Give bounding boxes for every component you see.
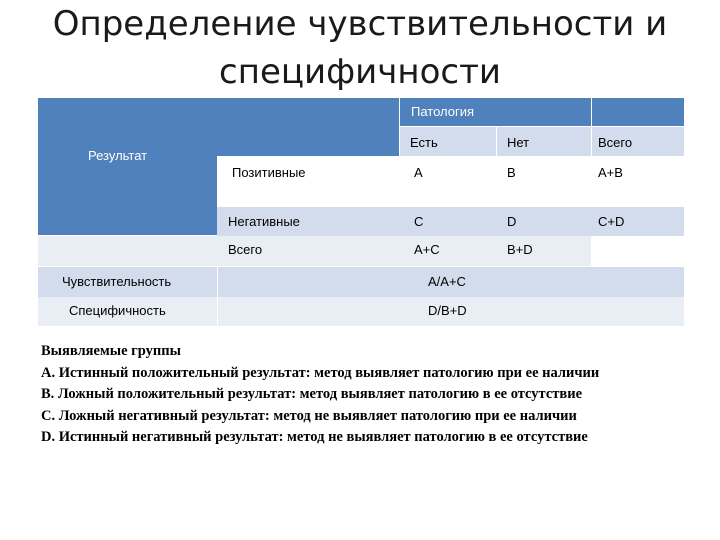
row-total [217,236,591,266]
row-negative-no: D [507,214,517,229]
row-positive-total: A+B [598,165,623,180]
sensitivity-row [38,267,684,297]
col-no-label: Нет [507,135,530,150]
row-negative [217,207,684,236]
result-header [38,98,217,235]
header-divider [591,98,592,126]
row-total-label: Всего [228,242,263,257]
pathology-header [400,98,592,126]
row-total-blank [592,236,684,266]
note-b: B. Ложный положительный результат: метод выявляет патологию в ее отсутствие [41,386,583,403]
pathology-header-blank [592,98,684,126]
row-total-yes: A+C [414,242,440,257]
note-d: D. Истинный негативный результат: метод не выявляет патологию в ее отсутствие [41,429,588,446]
note-c: C. Ложный негативный результат: метод не выявляет патологию при ее наличии [41,407,577,424]
specificity-row [38,297,684,326]
pathology-header-label: Патология [411,104,475,119]
row-total-left [38,236,217,266]
slide-title [0,0,720,96]
row-negative-yes: C [414,214,424,229]
note-a: A. Истинный положительный результат: метод выявляет патологию при ее наличии [41,364,600,381]
row-divider [217,267,218,297]
result-header-label: Результат [88,148,148,163]
col-no-header [497,127,591,156]
notes-block [41,341,681,449]
specificity-formula: D/B+D [428,303,467,318]
sensitivity-formula: A/A+C [428,274,466,289]
specificity-label: Специфичность [69,303,166,318]
notes-heading: Выявляемые группы [41,343,181,359]
row-positive-no: B [507,165,516,180]
row-positive-label: Позитивные [232,165,306,180]
row-divider [217,297,218,326]
col-total-header [592,127,684,156]
col-yes-label: Есть [410,135,438,150]
row-positive-yes: A [414,165,423,180]
row-positive [217,157,684,207]
sensitivity-label: Чувствительность [62,274,172,289]
col-yes-header [400,127,496,156]
slide-title-line-2: специфичности [219,52,501,92]
row-total-no: B+D [507,242,533,257]
col-total-label: Всего [598,135,633,150]
row-label-header [217,98,400,156]
row-negative-total: C+D [598,214,625,229]
row-negative-label: Негативные [228,214,300,229]
slide-title-line-1: Определение чувствительности и [52,4,668,44]
